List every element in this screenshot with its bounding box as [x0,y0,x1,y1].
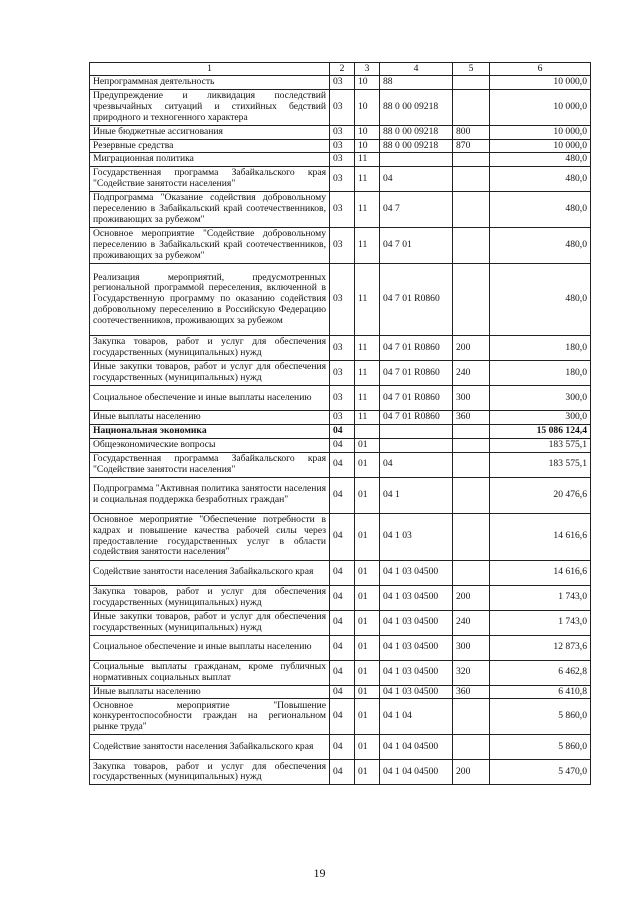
column-header: 1 [90,63,330,76]
column-header: 2 [330,63,355,76]
row-c2-cell: 04 [330,424,355,438]
row-c5-cell: 360 [453,411,490,425]
budget-table [89,62,591,785]
row-c4-cell: 04 7 01 R0860 [380,361,453,386]
table-row [90,411,591,425]
row-c5-cell [453,513,490,560]
table-row [90,735,591,760]
table-row [90,585,591,610]
row-name-cell: Закупка товаров, работ и услуг для обеспечения государственных (муниципальных) нужд [90,760,330,785]
row-c5-cell [453,264,490,336]
row-c5-cell: 300 [453,635,490,660]
row-c5-cell [453,424,490,438]
row-c2-cell: 03 [330,411,355,425]
row-c5-cell [453,89,490,125]
row-c6-cell: 300,0 [490,411,591,425]
table-row [90,452,591,477]
row-c6-cell: 300,0 [490,386,591,411]
row-c5-cell [453,228,490,264]
row-c2-cell: 03 [330,386,355,411]
row-c4-cell: 04 1 04 04500 [380,735,453,760]
row-c3-cell: 11 [355,336,380,361]
row-name-cell: Национальная экономика [90,424,330,438]
row-c5-cell [453,167,490,192]
row-c5-cell: 200 [453,336,490,361]
table-row [90,560,591,585]
row-c6-cell: 10 000,0 [490,139,591,153]
row-c3-cell: 01 [355,635,380,660]
table-row [90,386,591,411]
column-header: 3 [355,63,380,76]
row-c3-cell: 01 [355,585,380,610]
row-c6-cell: 480,0 [490,264,591,336]
row-c2-cell: 03 [330,336,355,361]
row-c4-cell: 04 1 04 [380,699,453,735]
row-c3-cell: 01 [355,452,380,477]
row-name-cell: Содействие занятости населения Забайкальского края [90,735,330,760]
row-c4-cell: 04 7 01 R0860 [380,386,453,411]
row-name-cell: Основное мероприятие "Содействие добровольному переселению в Забайкальский край соотечественников, проживающих за рубежом" [90,228,330,264]
row-c3-cell: 01 [355,560,380,585]
row-c3-cell: 01 [355,699,380,735]
row-c5-cell [453,699,490,735]
row-c4-cell: 88 [380,76,453,90]
row-c5-cell: 870 [453,139,490,153]
row-c6-cell: 12 873,6 [490,635,591,660]
table-row [90,139,591,153]
row-c3-cell: 11 [355,361,380,386]
row-c3-cell: 11 [355,167,380,192]
row-c4-cell: 04 1 03 04500 [380,560,453,585]
row-c2-cell: 03 [330,76,355,90]
column-header: 6 [490,63,591,76]
table-row [90,438,591,452]
row-c2-cell: 04 [330,438,355,452]
row-c3-cell: 01 [355,438,380,452]
row-c2-cell: 03 [330,89,355,125]
row-name-cell: Социальные выплаты гражданам, кроме публичных нормативных социальных выплат [90,660,330,685]
row-c6-cell: 180,0 [490,361,591,386]
row-c2-cell: 03 [330,153,355,167]
row-c3-cell: 01 [355,660,380,685]
table-row [90,264,591,336]
row-c2-cell: 04 [330,635,355,660]
row-c3-cell: 11 [355,411,380,425]
row-c6-cell: 14 616,6 [490,560,591,585]
table-row [90,424,591,438]
row-c6-cell: 14 616,6 [490,513,591,560]
row-c6-cell: 6 462,8 [490,660,591,685]
row-c4-cell: 04 1 03 [380,513,453,560]
table-header-row [90,63,591,76]
row-c5-cell [453,735,490,760]
row-name-cell: Подпрограмма "Активная политика занятости населения и социальная поддержка безработных граждан" [90,477,330,513]
row-c3-cell [355,424,380,438]
row-c5-cell [453,560,490,585]
row-c6-cell: 183 575,1 [490,438,591,452]
row-c3-cell: 10 [355,139,380,153]
row-c6-cell: 480,0 [490,167,591,192]
table-row [90,76,591,90]
row-c5-cell: 240 [453,610,490,635]
row-c4-cell: 04 7 01 [380,228,453,264]
row-c5-cell [453,477,490,513]
column-header: 4 [380,63,453,76]
table-row [90,513,591,560]
row-c6-cell: 1 743,0 [490,610,591,635]
row-c6-cell: 5 470,0 [490,760,591,785]
row-c6-cell: 15 086 124,4 [490,424,591,438]
row-c2-cell: 03 [330,139,355,153]
row-c3-cell: 01 [355,477,380,513]
row-c5-cell: 200 [453,585,490,610]
row-c3-cell: 10 [355,89,380,125]
table-row [90,192,591,228]
row-c2-cell: 04 [330,735,355,760]
row-c2-cell: 03 [330,228,355,264]
row-name-cell: Предупреждение и ликвидация последствий чрезвычайных ситуаций и стихийных бедствий природного и техногенного характера [90,89,330,125]
row-c2-cell: 04 [330,610,355,635]
row-c3-cell: 01 [355,735,380,760]
row-c3-cell: 11 [355,228,380,264]
table-row [90,635,591,660]
row-c3-cell: 11 [355,386,380,411]
table-body [90,76,591,785]
row-c3-cell: 10 [355,125,380,139]
row-c6-cell: 180,0 [490,336,591,361]
row-name-cell: Основное мероприятие "Обеспечение потребности в кадрах и повышение качества рабочей силы через предоставление государственных услуг в области содействия занятости населения" [90,513,330,560]
row-c5-cell [453,153,490,167]
table-row [90,89,591,125]
row-name-cell: Иные выплаты населению [90,685,330,699]
row-c6-cell: 480,0 [490,228,591,264]
row-c5-cell: 800 [453,125,490,139]
row-c4-cell: 88 0 00 09218 [380,89,453,125]
row-c2-cell: 03 [330,125,355,139]
row-name-cell: Миграционная политика [90,153,330,167]
row-name-cell: Резервные средства [90,139,330,153]
row-name-cell: Иные выплаты населению [90,411,330,425]
row-c6-cell: 6 410,8 [490,685,591,699]
row-c4-cell: 04 1 03 04500 [380,585,453,610]
row-c2-cell: 04 [330,585,355,610]
row-c4-cell: 04 [380,452,453,477]
row-name-cell: Иные бюджетные ассигнования [90,125,330,139]
table-row [90,685,591,699]
row-c5-cell: 200 [453,760,490,785]
row-c6-cell: 10 000,0 [490,125,591,139]
column-header: 5 [453,63,490,76]
row-c2-cell: 04 [330,513,355,560]
row-c4-cell [380,153,453,167]
row-c4-cell: 04 1 03 04500 [380,610,453,635]
table-row [90,361,591,386]
row-c5-cell [453,452,490,477]
row-c3-cell: 11 [355,153,380,167]
row-c2-cell: 03 [330,264,355,336]
row-c4-cell [380,438,453,452]
row-c4-cell: 88 0 00 09218 [380,125,453,139]
table-row [90,125,591,139]
row-c4-cell: 04 1 03 04500 [380,635,453,660]
row-c6-cell: 5 860,0 [490,699,591,735]
row-c6-cell: 10 000,0 [490,76,591,90]
row-c2-cell: 04 [330,685,355,699]
row-c3-cell: 11 [355,192,380,228]
row-c3-cell: 01 [355,760,380,785]
table-row [90,660,591,685]
row-name-cell: Закупка товаров, работ и услуг для обеспечения государственных (муниципальных) нужд [90,336,330,361]
row-c6-cell: 480,0 [490,192,591,228]
row-c4-cell: 88 0 00 09218 [380,139,453,153]
row-c6-cell: 20 476,6 [490,477,591,513]
row-c4-cell: 04 7 01 R0860 [380,264,453,336]
row-c2-cell: 04 [330,452,355,477]
table-row [90,153,591,167]
row-c5-cell [453,192,490,228]
table-row [90,336,591,361]
row-c2-cell: 04 [330,699,355,735]
row-c6-cell: 480,0 [490,153,591,167]
row-c3-cell: 01 [355,513,380,560]
row-c6-cell: 183 575,1 [490,452,591,477]
row-name-cell: Общеэкономические вопросы [90,438,330,452]
row-name-cell: Государственная программа Забайкальского края "Содействие занятости населения" [90,452,330,477]
page-number: 19 [313,866,326,880]
row-name-cell: Основное мероприятие "Повышение конкурентоспособности граждан на региональном рынке труда" [90,699,330,735]
row-c3-cell: 10 [355,76,380,90]
row-c2-cell: 03 [330,167,355,192]
row-c3-cell: 01 [355,685,380,699]
row-name-cell: Государственная программа Забайкальского края "Содействие занятости населения" [90,167,330,192]
row-c4-cell [380,424,453,438]
row-c2-cell: 04 [330,560,355,585]
row-c4-cell: 04 1 04 04500 [380,760,453,785]
table-row [90,610,591,635]
row-c4-cell: 04 1 [380,477,453,513]
row-name-cell: Реализация мероприятий, предусмотренных региональной программой переселения, включенной в Государственную программу по оказанию содействия добровольному переселению в Российскую Федерацию соотечественников, проживающих за рубежом [90,264,330,336]
row-c2-cell: 03 [330,192,355,228]
row-c4-cell: 04 7 01 R0860 [380,336,453,361]
row-c6-cell: 5 860,0 [490,735,591,760]
row-c5-cell [453,76,490,90]
row-c5-cell: 320 [453,660,490,685]
row-name-cell: Содействие занятости населения Забайкальского края [90,560,330,585]
row-name-cell: Социальное обеспечение и иные выплаты населению [90,386,330,411]
row-c5-cell: 240 [453,361,490,386]
row-name-cell: Социальное обеспечение и иные выплаты населению [90,635,330,660]
row-c4-cell: 04 [380,167,453,192]
row-c5-cell [453,438,490,452]
row-c2-cell: 04 [330,760,355,785]
table-row [90,699,591,735]
row-c4-cell: 04 1 03 04500 [380,685,453,699]
row-c5-cell: 300 [453,386,490,411]
row-c6-cell: 1 743,0 [490,585,591,610]
table-row [90,760,591,785]
row-c4-cell: 04 7 01 R0860 [380,411,453,425]
row-c2-cell: 04 [330,660,355,685]
row-name-cell: Иные закупки товаров, работ и услуг для обеспечения государственных (муниципальных) нужд [90,610,330,635]
row-c3-cell: 01 [355,610,380,635]
row-c6-cell: 10 000,0 [490,89,591,125]
row-c3-cell: 11 [355,264,380,336]
row-c4-cell: 04 7 [380,192,453,228]
row-name-cell: Иные закупки товаров, работ и услуг для обеспечения государственных (муниципальных) нужд [90,361,330,386]
row-name-cell: Закупка товаров, работ и услуг для обеспечения государственных (муниципальных) нужд [90,585,330,610]
row-c5-cell: 360 [453,685,490,699]
table-row [90,228,591,264]
table-row [90,167,591,192]
row-c4-cell: 04 1 03 04500 [380,660,453,685]
row-c2-cell: 03 [330,361,355,386]
table-row [90,477,591,513]
row-name-cell: Непрограммная деятельность [90,76,330,90]
row-name-cell: Подпрограмма "Оказание содействия добровольному переселению в Забайкальский край соотечественников, проживающих за рубежом" [90,192,330,228]
row-c2-cell: 04 [330,477,355,513]
